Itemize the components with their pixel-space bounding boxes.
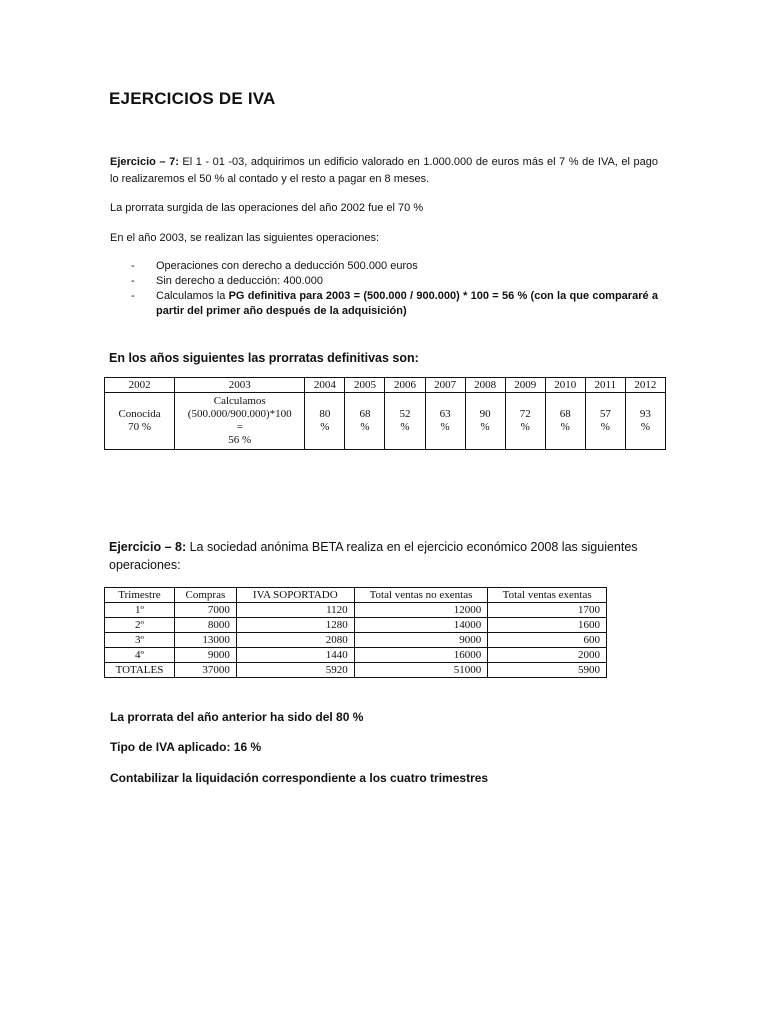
value-cell bbox=[385, 393, 425, 450]
trimestre-cell: 3º bbox=[105, 633, 175, 648]
cell-value: 68 bbox=[359, 408, 371, 420]
cell-unit: % bbox=[600, 421, 610, 433]
exercise-7-label: Ejercicio – 7: bbox=[110, 156, 179, 168]
table-row bbox=[105, 633, 607, 648]
exercise-7-text: El 1 - 01 -03, adquirimos un edificio valorado en 1.000.000 de euros más el 7 % de IVA, el pago lo realizaremos el 50 % al contado y el resto a pagar en 8 meses. bbox=[110, 156, 658, 185]
compras-cell: 9000 bbox=[174, 648, 236, 663]
year-cell: 2011 bbox=[585, 378, 625, 393]
year-cell: 2005 bbox=[345, 378, 385, 393]
operations-2003-intro: En el año 2003, se realizan las siguientes operaciones: bbox=[110, 232, 380, 244]
cell-line: 56 % bbox=[228, 434, 252, 446]
year-cell: 2007 bbox=[425, 378, 465, 393]
year-cell: 2002 bbox=[105, 378, 175, 393]
table-row bbox=[105, 603, 607, 618]
ventas-no-exentas-cell: 12000 bbox=[354, 603, 488, 618]
year-cell: 2003 bbox=[175, 378, 305, 393]
ventas-no-exentas-cell: 14000 bbox=[354, 618, 488, 633]
ventas-exentas-cell: 5900 bbox=[488, 663, 607, 678]
exercise-8-statement bbox=[109, 538, 657, 574]
operations-table bbox=[104, 587, 607, 678]
prorratas-heading bbox=[109, 349, 669, 367]
ventas-no-exentas-cell: 9000 bbox=[354, 633, 488, 648]
ventas-exentas-cell: 2000 bbox=[488, 648, 607, 663]
year-cell: 2009 bbox=[505, 378, 545, 393]
cell-unit: % bbox=[520, 421, 530, 433]
cell-unit: % bbox=[360, 421, 370, 433]
ventas-exentas-cell: 600 bbox=[488, 633, 607, 648]
cell-line: Conocida bbox=[118, 408, 161, 420]
bullet-dash: - bbox=[131, 290, 135, 302]
column-header: Total ventas exentas bbox=[488, 588, 607, 603]
year-cell: 2010 bbox=[545, 378, 585, 393]
compras-cell: 7000 bbox=[174, 603, 236, 618]
instruction-text: Contabilizar la liquidación correspondiente a los cuatro trimestres bbox=[110, 771, 489, 785]
table-row bbox=[105, 393, 666, 450]
value-cell bbox=[545, 393, 585, 450]
cell-unit: % bbox=[320, 421, 330, 433]
iva-soportado-cell: 5920 bbox=[236, 663, 354, 678]
cell-value: 57 bbox=[599, 408, 611, 420]
value-cell-2002 bbox=[105, 393, 175, 450]
bullet-dash: - bbox=[131, 275, 135, 287]
value-cell bbox=[305, 393, 345, 450]
year-cell: 2008 bbox=[465, 378, 505, 393]
bullet-text-prefix: Calculamos la bbox=[156, 290, 229, 302]
prorrata-anterior-text: La prorrata del año anterior ha sido del 80 % bbox=[110, 710, 364, 724]
column-header: Total ventas no exentas bbox=[354, 588, 488, 603]
table-header-row bbox=[105, 378, 666, 393]
cell-line: = bbox=[236, 421, 243, 433]
bullet-text: Sin derecho a deducción: 400.000 bbox=[156, 275, 323, 287]
year-cell: 2012 bbox=[625, 378, 665, 393]
exercise-8-text: La sociedad anónima BETA realiza en el ejercicio económico 2008 las siguientes operaciones: bbox=[109, 540, 638, 572]
cell-unit: % bbox=[400, 421, 410, 433]
list-item bbox=[110, 289, 658, 319]
trimestre-cell: 1º bbox=[105, 603, 175, 618]
ventas-exentas-cell: 1600 bbox=[488, 618, 607, 633]
cell-value: 90 bbox=[479, 408, 491, 420]
year-cell: 2004 bbox=[305, 378, 345, 393]
cell-value: 72 bbox=[519, 408, 531, 420]
value-cell bbox=[585, 393, 625, 450]
cell-unit: % bbox=[480, 421, 490, 433]
bullet-text: Operaciones con derecho a deducción 500.000 euros bbox=[156, 260, 418, 272]
bullet-text-bold: PG definitiva para 2003 = (500.000 / 900.000) * 100 = 56 % (con la que compararé a partir del primer año después de la adquisición) bbox=[156, 290, 659, 317]
trimestre-cell: TOTALES bbox=[105, 663, 175, 678]
year-cell: 2006 bbox=[385, 378, 425, 393]
value-cell bbox=[625, 393, 665, 450]
iva-soportado-cell: 1280 bbox=[236, 618, 354, 633]
table-row bbox=[105, 648, 607, 663]
ventas-no-exentas-cell: 51000 bbox=[354, 663, 488, 678]
operations-2003-list bbox=[110, 259, 658, 319]
value-cell bbox=[345, 393, 385, 450]
document-title: EJERCICIOS DE IVA bbox=[109, 89, 276, 108]
iva-soportado-cell: 1440 bbox=[236, 648, 354, 663]
prorrata-2002-text: La prorrata surgida de las operaciones del año 2002 fue el 70 % bbox=[110, 202, 424, 214]
prorratas-table bbox=[104, 377, 666, 450]
trimestre-cell: 2º bbox=[105, 618, 175, 633]
cell-value: 63 bbox=[439, 408, 451, 420]
value-cell bbox=[425, 393, 465, 450]
compras-cell: 37000 bbox=[174, 663, 236, 678]
table-header-row bbox=[105, 588, 607, 603]
cell-value: 93 bbox=[639, 408, 651, 420]
trimestre-cell: 4º bbox=[105, 648, 175, 663]
table-row bbox=[105, 618, 607, 633]
iva-soportado-cell: 2080 bbox=[236, 633, 354, 648]
exercise-7-statement bbox=[110, 154, 658, 188]
cell-line: Calculamos bbox=[213, 395, 266, 407]
column-header: Trimestre bbox=[105, 588, 175, 603]
ventas-no-exentas-cell: 16000 bbox=[354, 648, 488, 663]
cell-value: 52 bbox=[399, 408, 411, 420]
value-cell bbox=[465, 393, 505, 450]
value-cell-2003 bbox=[175, 393, 305, 450]
cell-line: (500.000/900.000)*100 bbox=[187, 408, 292, 420]
cell-unit: % bbox=[640, 421, 650, 433]
bullet-dash: - bbox=[131, 260, 135, 272]
compras-cell: 8000 bbox=[174, 618, 236, 633]
value-cell bbox=[505, 393, 545, 450]
iva-soportado-cell: 1120 bbox=[236, 603, 354, 618]
bullet-text bbox=[156, 289, 658, 319]
tipo-iva-text: Tipo de IVA aplicado: 16 % bbox=[110, 740, 262, 754]
cell-line: 70 % bbox=[128, 421, 152, 433]
compras-cell: 13000 bbox=[174, 633, 236, 648]
cell-value: 68 bbox=[559, 408, 571, 420]
list-item bbox=[110, 259, 658, 274]
ventas-exentas-cell: 1700 bbox=[488, 603, 607, 618]
cell-value: 80 bbox=[319, 408, 331, 420]
list-item bbox=[110, 274, 658, 289]
cell-unit: % bbox=[560, 421, 570, 433]
column-header: IVA SOPORTADO bbox=[236, 588, 354, 603]
table-row-totals bbox=[105, 663, 607, 678]
cell-unit: % bbox=[440, 421, 450, 433]
exercise-8-label: Ejercicio – 8: bbox=[109, 540, 187, 554]
column-header: Compras bbox=[174, 588, 236, 603]
prorratas-heading-text: En los años siguientes las prorratas definitivas son: bbox=[109, 351, 419, 365]
